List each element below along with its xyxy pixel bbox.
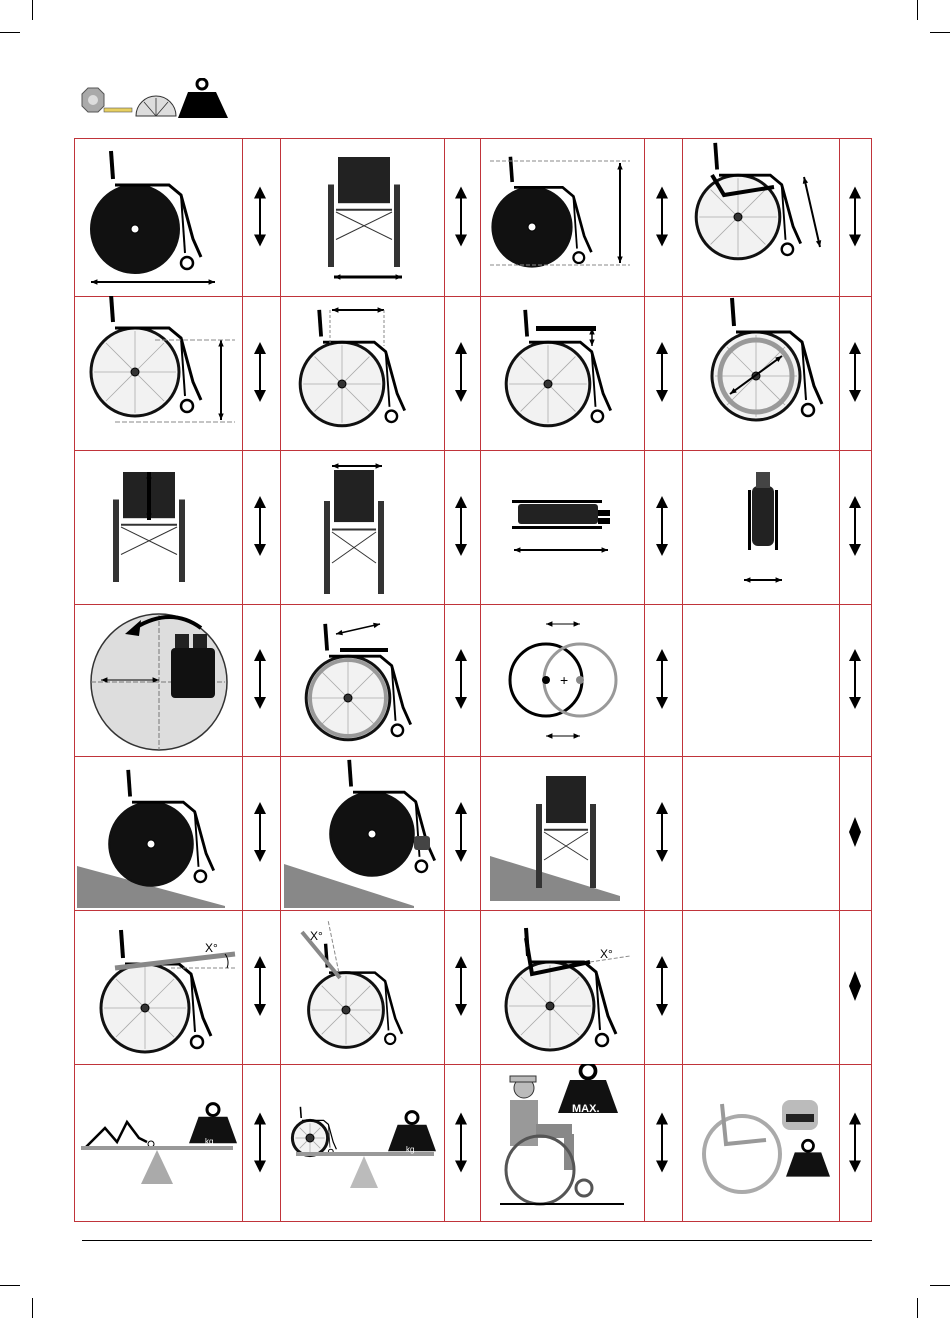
crop-mark [930, 32, 950, 33]
empty [682, 910, 837, 1062]
heaviest-part-diagram [682, 1064, 837, 1221]
footrest-length-diagram [280, 604, 442, 754]
kg-label: kg [205, 1137, 214, 1146]
empty [682, 604, 837, 754]
backrest-height-diagram [75, 450, 240, 602]
double-arrow-icon [444, 1064, 478, 1221]
max-label: MAX. [572, 1103, 600, 1115]
folded-height-diagram [480, 450, 642, 602]
crop-mark [930, 1285, 950, 1286]
diamond-marker-icon [839, 756, 871, 908]
frame-weight-diagram [75, 1064, 240, 1221]
double-arrow-icon [839, 604, 871, 754]
header-icons [78, 78, 238, 120]
crop-mark [0, 1285, 20, 1286]
double-arrow-icon [839, 296, 871, 448]
double-arrow-icon [839, 139, 871, 294]
double-arrow-icon [444, 910, 478, 1062]
overall-height-diagram [480, 139, 642, 294]
static-stability-sideways-diagram [480, 756, 642, 908]
overall-length-diagram [75, 139, 240, 294]
double-arrow-icon [839, 450, 871, 602]
double-arrow-icon [444, 756, 478, 908]
svg-text:+: + [560, 672, 569, 688]
double-arrow-icon [242, 1064, 278, 1221]
double-arrow-icon [644, 450, 680, 602]
backrest-angle-diagram [280, 910, 442, 1062]
double-arrow-icon [444, 450, 478, 602]
double-arrow-icon [839, 1064, 871, 1221]
double-arrow-icon [444, 604, 478, 754]
double-arrow-icon [242, 756, 278, 908]
diamond-marker-icon [839, 910, 871, 1062]
crop-mark [0, 32, 20, 33]
footer-rule [82, 1240, 872, 1241]
angle-label: X° [600, 947, 613, 961]
double-arrow-icon [444, 139, 478, 294]
double-arrow-icon [644, 1064, 680, 1221]
folded-length-diagram [682, 139, 837, 294]
double-arrow-icon [644, 139, 680, 294]
angle-label: X° [310, 929, 323, 943]
seat-height-diagram [75, 296, 240, 448]
static-stability-uphill-diagram [280, 756, 442, 908]
double-arrow-icon [242, 604, 278, 754]
double-arrow-icon [242, 910, 278, 1062]
overall-width-diagram [280, 139, 442, 294]
double-arrow-icon [444, 296, 478, 448]
double-arrow-icon [644, 756, 680, 908]
armrest-height-diagram [480, 296, 642, 448]
seat-angle-diagram [75, 910, 240, 1062]
weight-icon [178, 79, 228, 118]
static-stability-downhill-diagram [75, 756, 240, 908]
handrim-diameter-diagram [682, 296, 837, 448]
seat-width-diagram [280, 450, 442, 602]
folded-width-diagram [682, 450, 837, 602]
max-user-weight-diagram [480, 1064, 642, 1221]
wheel-position-diagram [480, 604, 642, 754]
protractor-icon [136, 96, 176, 116]
crop-mark [917, 0, 918, 20]
crop-mark [917, 1298, 918, 1318]
double-arrow-icon [644, 296, 680, 448]
total-weight-diagram [280, 1064, 442, 1221]
tape-measure-icon [82, 88, 132, 112]
kg-label: kg [406, 1145, 415, 1154]
double-arrow-icon [242, 139, 278, 294]
crop-mark [32, 0, 33, 20]
double-arrow-icon [644, 910, 680, 1062]
turning-space-diagram [75, 604, 240, 754]
seat-depth-diagram [280, 296, 442, 448]
crop-mark [32, 1298, 33, 1318]
empty [682, 756, 837, 908]
double-arrow-icon [644, 604, 680, 754]
double-arrow-icon [242, 450, 278, 602]
double-arrow-icon [242, 296, 278, 448]
seat-to-backrest-angle-diagram [480, 910, 642, 1062]
angle-label: X° [205, 941, 218, 955]
